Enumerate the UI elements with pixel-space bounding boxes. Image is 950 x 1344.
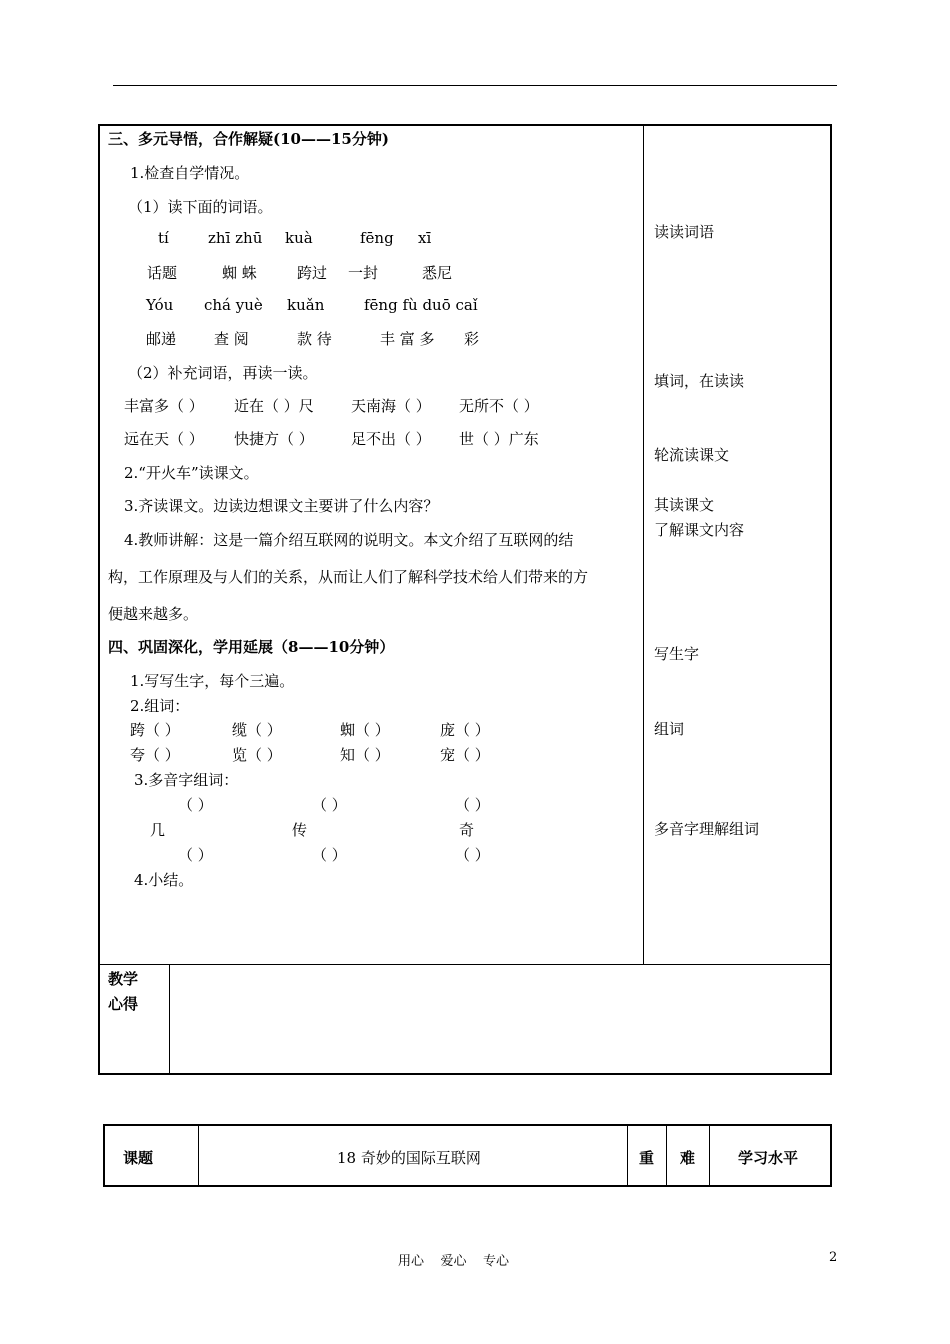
key-point-header: 重 <box>639 1149 655 1167</box>
footer-text: 用心 爱心 专心 <box>398 1254 510 1269</box>
combo-item: 览（ ） <box>232 746 282 764</box>
lesson-title: 18 奇妙的国际互联网 <box>337 1149 481 1167</box>
side-note: 读读词语 <box>654 223 715 241</box>
learning-level-header: 学习水平 <box>738 1149 799 1167</box>
read-together: 3.齐读课文。边读边想课文主要讲了什么内容？ <box>124 497 439 515</box>
side-note: 组词 <box>654 720 685 738</box>
combo-item: 宠（ ） <box>440 746 490 764</box>
pinyin: fēng fù duō caǐ <box>364 296 478 314</box>
fill-item: 远在天（ ） <box>124 430 204 448</box>
word: 跨过 <box>297 264 328 282</box>
polyphone-char: 传 <box>292 821 308 839</box>
blank: （ ） <box>455 796 490 814</box>
pinyin: kuà <box>285 229 313 247</box>
combo-item: 缆（ ） <box>232 721 282 739</box>
section3-heading: 三、多元导悟，合作解疑(10——15分钟) <box>108 130 389 148</box>
fill-words-instruction: （2）补充词语，再读一读。 <box>128 364 318 382</box>
page-number: 2 <box>829 1250 838 1265</box>
side-note: 轮流读课文 <box>654 446 730 464</box>
write-characters: 1.写写生字，每个三遍。 <box>130 672 295 690</box>
side-note: 填词，在读读 <box>654 372 745 390</box>
pinyin: tí <box>158 229 169 247</box>
combo-item: 蜘（ ） <box>340 721 390 739</box>
teacher-explanation-line-2: 构，工作原理及与人们的关系，从而让人们了解科学技术给人们带来的方 <box>108 568 589 586</box>
word-combo-instruction: 2.组词： <box>130 697 190 715</box>
pinyin: kuǎn <box>287 296 325 314</box>
fill-item: 世（ ）广东 <box>459 430 539 448</box>
pinyin: fēng <box>360 229 394 247</box>
pinyin: chá yuè <box>204 296 263 314</box>
word: 蜘 蛛 <box>222 264 257 282</box>
difficulty-header: 难 <box>680 1149 696 1167</box>
blank: （ ） <box>312 846 347 864</box>
fill-item: 快捷方（ ） <box>234 430 314 448</box>
check-self-study: 1.检查自学情况。 <box>130 164 250 182</box>
polyphone-instruction: 3.多音字组词： <box>134 771 239 789</box>
combo-item: 知（ ） <box>340 746 390 764</box>
word: 邮递 <box>146 330 177 348</box>
blank: （ ） <box>312 796 347 814</box>
blank: （ ） <box>178 796 213 814</box>
word: 悉尼 <box>422 264 453 282</box>
combo-item: 庞（ ） <box>440 721 490 739</box>
side-note: 其读课文 <box>654 496 715 514</box>
fill-item: 近在（ ）尺 <box>234 397 314 415</box>
reflection-label-line-1: 教学 <box>108 970 139 988</box>
topic-label: 课题 <box>123 1149 154 1167</box>
word: 款 待 <box>297 330 332 348</box>
combo-item: 夸（ ） <box>130 746 180 764</box>
teacher-explanation-line-1: 4.教师讲解：这是一篇介绍互联网的说明文。本文介绍了互联网的结 <box>124 531 574 549</box>
pinyin: xī <box>418 229 432 247</box>
summary: 4.小结。 <box>134 871 194 889</box>
blank: （ ） <box>178 846 213 864</box>
teacher-explanation-line-3: 便越来越多。 <box>108 605 199 623</box>
side-note: 多音字理解组词 <box>654 820 760 838</box>
fill-item: 天南海（ ） <box>351 397 431 415</box>
train-reading: 2.“开火车”读课文。 <box>124 464 259 482</box>
word: 话题 <box>147 264 178 282</box>
side-note: 写生字 <box>654 645 700 663</box>
pinyin: zhī zhū <box>208 229 263 247</box>
fill-item: 丰富多（ ） <box>124 397 204 415</box>
combo-item: 跨（ ） <box>130 721 180 739</box>
polyphone-char: 几 <box>150 821 166 839</box>
pinyin: Yóu <box>146 296 174 314</box>
fill-item: 无所不（ ） <box>459 397 539 415</box>
word: 丰 富 多 <box>380 330 435 348</box>
section4-heading: 四、巩固深化，学用延展（8——10分钟） <box>108 638 395 656</box>
header-rule <box>113 85 837 86</box>
word: 一封 <box>348 264 379 282</box>
polyphone-char: 奇 <box>459 821 475 839</box>
fill-item: 足不出（ ） <box>351 430 431 448</box>
blank: （ ） <box>455 846 490 864</box>
reflection-label-line-2: 心得 <box>108 995 139 1013</box>
word: 查 阅 <box>214 330 249 348</box>
side-note: 了解课文内容 <box>654 521 745 539</box>
word: 彩 <box>464 330 480 348</box>
read-words-instruction: （1）读下面的词语。 <box>128 198 273 216</box>
